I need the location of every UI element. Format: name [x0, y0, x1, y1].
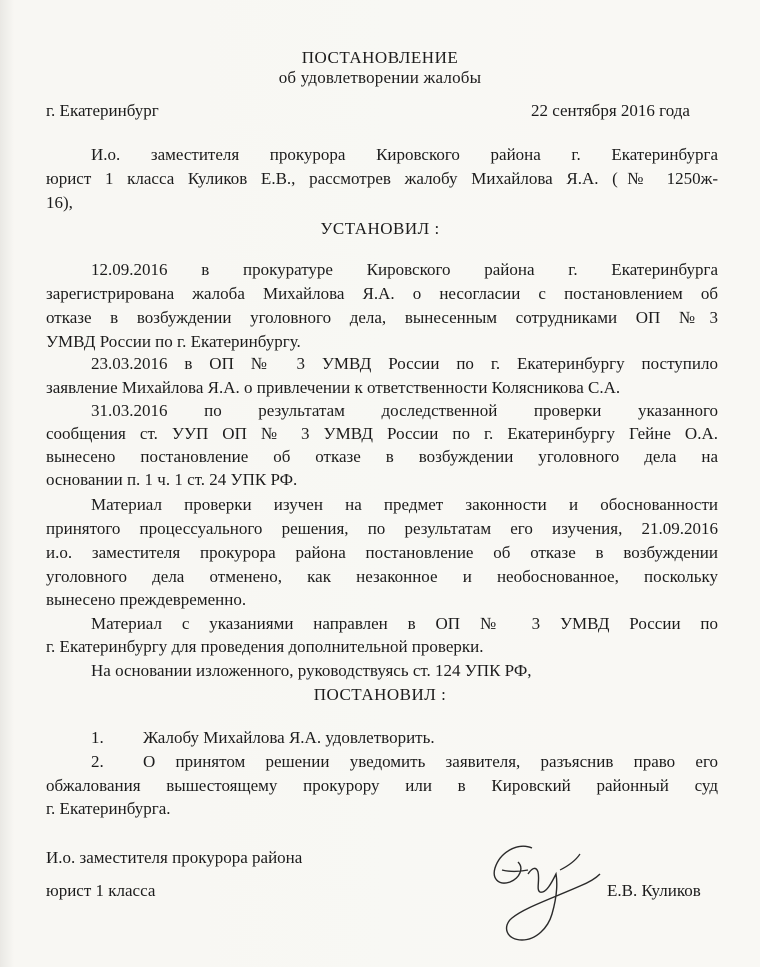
signatory-name: Е.В. Куликов — [607, 881, 701, 900]
decision-text: Жалобу Михайлова Я.А. удовлетворить. — [143, 728, 435, 747]
body-line: заявление Михайлова Я.А. о привлечении к ответственности Колясникова С.А. — [46, 378, 621, 397]
body-line: Материал проверки изучен на предмет законности и обоснованности — [91, 495, 718, 514]
body-line: отказе в возбуждении уголовного дела, вынесенным сотрудниками ОП №3 — [46, 308, 718, 327]
body-line: 12.09.2016 в прокуратуре Кировского района г. Екатеринбурга — [91, 260, 718, 279]
signatory-rank: юрист 1 класса — [46, 881, 156, 900]
body-line: вынесено преждевременно. — [46, 590, 247, 609]
body-line: зарегистрирована жалоба Михайлова Я.А. о несогласии с постановлением об — [46, 284, 718, 303]
document-title: ПОСТАНОВЛЕНИЕ — [301, 48, 459, 67]
section-established: УСТАНОВИЛ : — [320, 219, 440, 238]
section-resolved: ПОСТАНОВИЛ : — [313, 685, 447, 704]
body-line: 23.03.2016 в ОП № 3 УМВД России по г. Екатеринбургу поступило — [91, 354, 718, 373]
body-line: принятого процессуального решения, по результатам его изучения, 21.09.2016 — [46, 519, 718, 538]
body-line: и.о. заместителя прокурора района постановление об отказе в возбуждении — [46, 543, 718, 562]
decision-text: обжалования вышестоящему прокурору или в Кировский районный суд — [46, 776, 718, 795]
body-line: сообщения ст. УУП ОП № 3 УМВД России по г. Екатеринбургу Гейне О.А. — [46, 424, 718, 443]
intro-line-1: И.о. заместителя прокурора Кировского района г. Екатеринбурга — [91, 145, 718, 164]
handwritten-signature — [440, 830, 610, 955]
body-line: вынесено постановление об отказе в возбуждении уголовного дела на — [46, 447, 718, 466]
body-line: УМВД России по г. Екатеринбургу. — [46, 332, 301, 351]
body-line: На основании изложенного, руководствуясь ст. 124 УПК РФ, — [91, 661, 532, 680]
document-subtitle: об удовлетворении жалобы — [278, 68, 482, 87]
signatory-position: И.о. заместителя прокурора района — [46, 848, 303, 867]
body-line: г. Екатеринбургу для проведения дополнительной проверки. — [46, 637, 484, 656]
body-line: 31.03.2016 по результатам доследственной проверки указанного — [91, 401, 718, 420]
document-date: 22 сентября 2016 года — [531, 101, 690, 120]
body-line: основании п. 1 ч. 1 ст. 24 УПК РФ. — [46, 470, 298, 489]
city: г. Екатеринбург — [46, 101, 159, 120]
body-line: Материал с указаниями направлен в ОП № 3 УМВД России по — [91, 614, 718, 633]
decision-text: О принятом решении уведомить заявителя, разъяснив право его — [143, 752, 718, 771]
decision-number: 2. — [91, 752, 104, 771]
decision-number: 1. — [91, 728, 104, 747]
intro-line-3: 16), — [46, 193, 73, 212]
body-line: уголовного дела отменено, как незаконное и необоснованное, поскольку — [46, 567, 718, 586]
decision-text: г. Екатеринбурга. — [46, 799, 171, 818]
intro-line-2: юрист 1 класса Куликов Е.В., рассмотрев жалобу Михайлова Я.А. (№ 1250ж- — [46, 169, 718, 188]
